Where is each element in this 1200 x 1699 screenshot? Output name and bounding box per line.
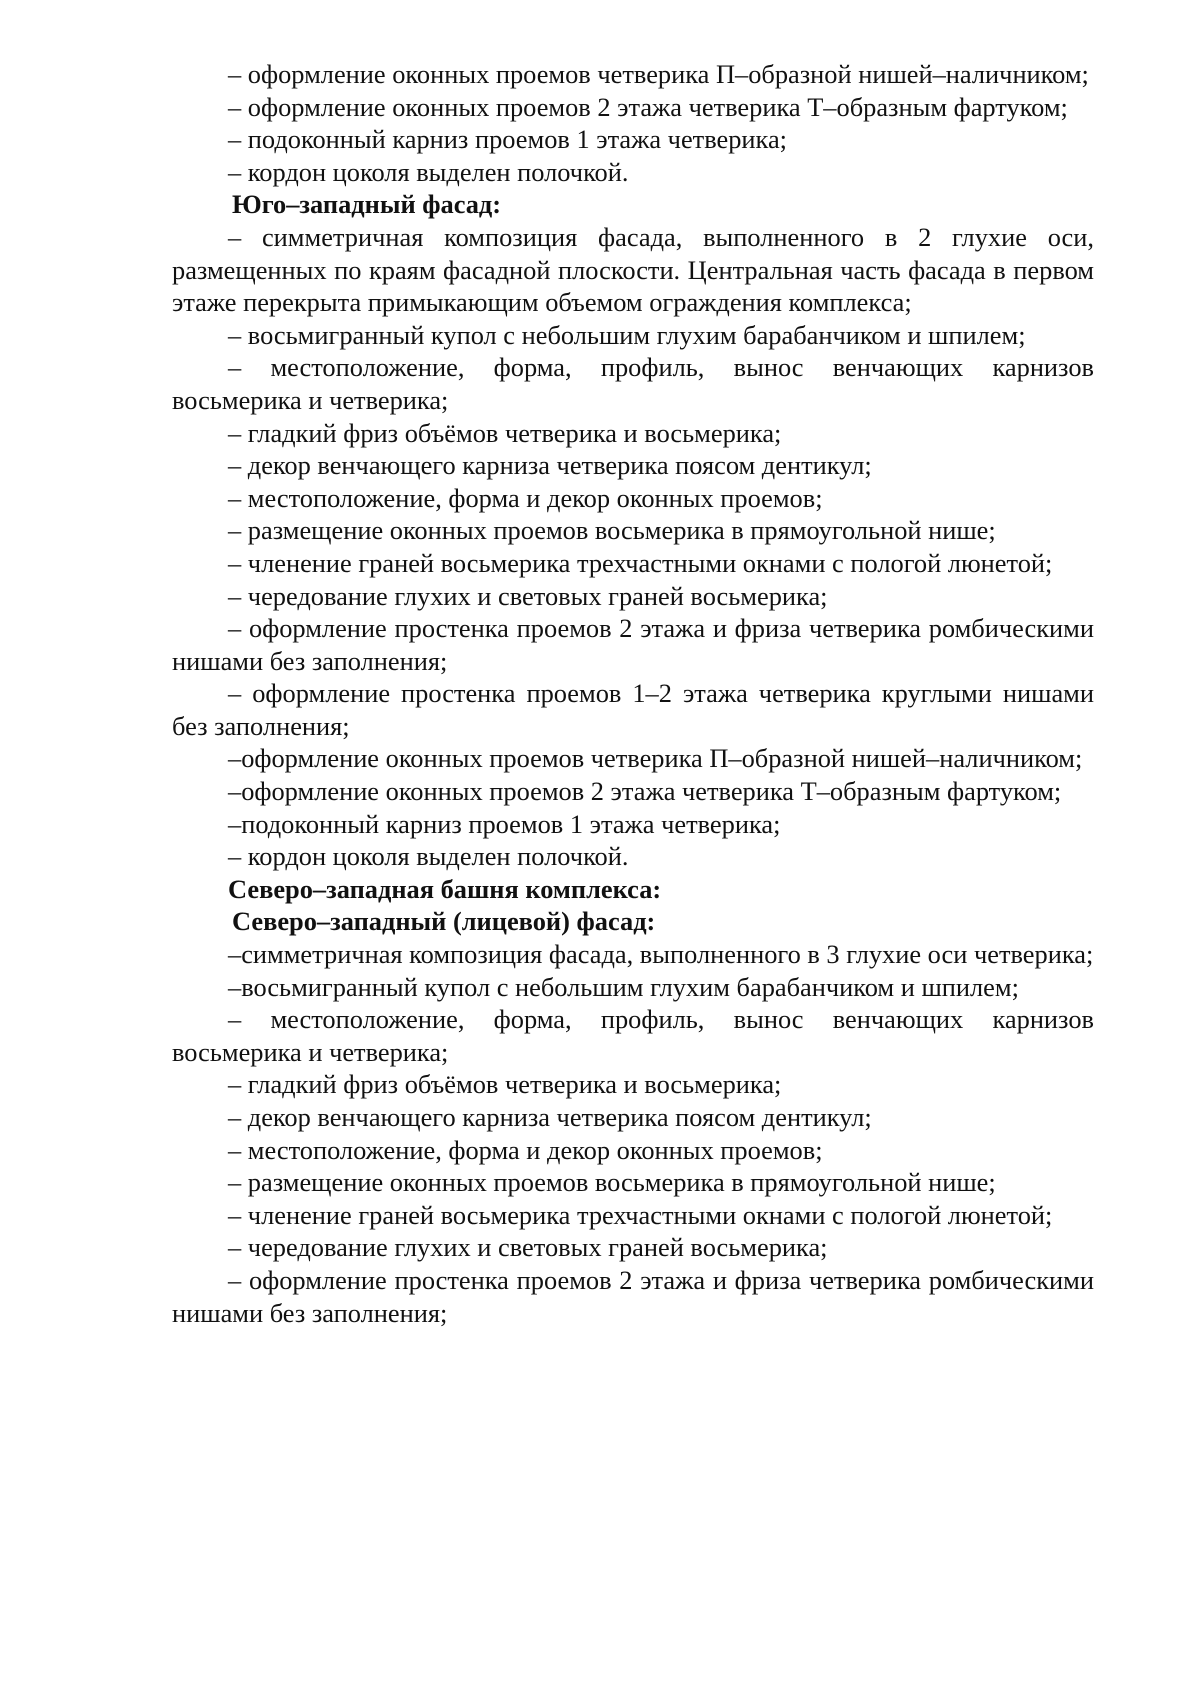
list-item: – кордон цоколя выделен полочкой. [228,841,629,872]
list-item: – местоположение, форма и декор оконных проемов; [228,1134,823,1165]
list-item: – оформление простенка проемов 2 этажа и фриза четверика ромбическими нишами без заполнения; [172,613,1094,676]
list-item: –оформление оконных проемов 2 этажа четверика Т–образным фартуком; [228,776,1062,807]
list-item: – чередование глухих и световых граней восьмерика; [228,1232,828,1263]
list-item: –симметричная композиция фасада, выполненного в 3 глухие оси четверика; [228,939,1094,970]
list-item: – оформление оконных проемов четверика П–образной нишей–наличником; [228,59,1089,89]
list-item: –оформление оконных проемов четверика П–образной нишей–наличником; [228,743,1083,774]
list-item: – чередование глухих и световых граней восьмерика; [228,580,828,611]
list-item: – восьмигранный купол с небольшим глухим барабанчиком и шпилем; [228,319,1026,350]
list-item: – симметричная композиция фасада, выполненного в 2 глухие оси, размещенных по краям фасадной плоскости. Центральная часть фасада в первом этаже перекрыта примыкающим объемом ограждения комплекса; [172,221,1094,318]
list-item: – гладкий фриз объёмов четверика и восьмерика; [228,417,782,448]
list-item: – местоположение, форма и декор оконных проемов; [228,482,823,513]
list-item: – местоположение, форма, профиль, вынос венчающих карнизов восьмерика и четверика; [172,1004,1094,1067]
section-heading: Северо–западная башня комплекса: [228,873,662,904]
document-body [172,58,1094,1329]
list-item: – местоположение, форма, профиль, вынос венчающих карнизов восьмерика и четверика; [172,352,1094,415]
list-item: – членение граней восьмерика трехчастными окнами с пологой люнетой; [228,1199,1053,1230]
list-item: –подоконный карниз проемов 1 этажа четверика; [228,808,781,839]
list-item: – оформление простенка проемов 2 этажа и фриза четверика ромбическими нишами без заполнения; [172,1264,1094,1328]
list-item: – членение граней восьмерика трехчастными окнами с пологой люнетой; [228,547,1053,578]
list-item: –восьмигранный купол с небольшим глухим барабанчиком и шпилем; [228,971,1019,1002]
list-item: – декор венчающего карниза четверика поясом дентикул; [228,450,872,481]
list-item: – кордон цоколя выделен полочкой. [228,156,629,187]
list-item: – гладкий фриз объёмов четверика и восьмерика; [228,1069,782,1100]
list-item: – размещение оконных проемов восьмерика в прямоугольной нише; [228,515,996,546]
list-item: – оформление оконных проемов 2 этажа четверика Т–образным фартуком; [228,91,1068,122]
list-item: – подоконный карниз проемов 1 этажа четверика; [228,124,788,155]
section-heading: Северо–западный (лицевой) фасад: [232,906,656,937]
list-item: – декор венчающего карниза четверика поясом дентикул; [228,1102,872,1132]
section-heading: Юго–западный фасад: [232,189,502,220]
list-item: – оформление простенка проемов 1–2 этажа четверика круглыми нишами без заполнения; [172,678,1094,741]
list-item: – размещение оконных проемов восьмерика в прямоугольной нише; [228,1167,996,1198]
